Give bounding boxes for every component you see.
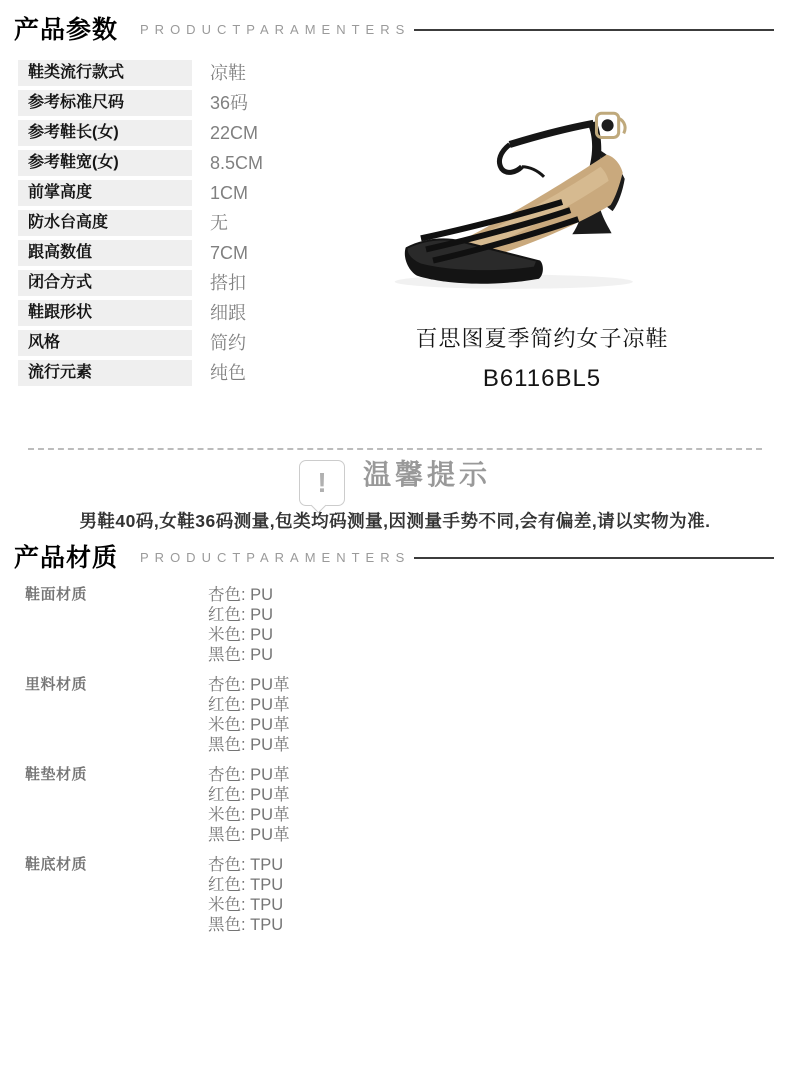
param-value: 22CM xyxy=(210,123,259,143)
param-label: 防水台高度 xyxy=(18,210,192,236)
params-section-header xyxy=(14,10,774,46)
material-values xyxy=(208,855,283,935)
notice-title: 温馨提示 xyxy=(362,459,491,490)
table-row xyxy=(18,240,364,266)
table-row xyxy=(18,300,364,326)
table-row xyxy=(18,360,364,386)
param-value: 纯色 xyxy=(210,363,246,383)
table-row xyxy=(18,270,364,296)
exclamation-glyph: ! xyxy=(317,467,327,498)
material-line: 杏色: PU革 xyxy=(208,676,290,694)
param-label: 鞋跟形状 xyxy=(18,300,192,326)
param-value: 无 xyxy=(210,213,228,233)
material-line: 红色: PU革 xyxy=(208,786,290,804)
notice-header xyxy=(0,456,790,506)
table-row xyxy=(18,210,364,236)
material-line: 米色: TPU xyxy=(208,896,284,914)
material-line: 黑色: PU xyxy=(208,646,274,664)
material-values xyxy=(208,585,273,665)
table-row xyxy=(18,330,364,356)
param-label: 跟高数值 xyxy=(18,240,192,266)
param-label: 前掌高度 xyxy=(18,180,192,206)
material-line: 黑色: PU革 xyxy=(208,826,290,844)
param-label: 鞋类流行款式 xyxy=(18,60,192,86)
param-value: 1CM xyxy=(210,183,249,203)
notice-text: 男鞋40码,女鞋36码测量,包类均码测量,因测量手势不同,会有偏差,请以实物为准. xyxy=(79,511,711,531)
material-line: 米色: PU革 xyxy=(208,716,290,734)
material-group xyxy=(25,585,290,665)
material-label: 鞋面材质 xyxy=(25,586,88,603)
exclamation-bubble-icon xyxy=(299,460,345,506)
material-line: 红色: PU革 xyxy=(208,696,290,714)
material-line: 红色: PU xyxy=(208,606,274,624)
table-row xyxy=(18,180,364,206)
param-value: 简约 xyxy=(210,333,246,353)
material-line: 杏色: TPU xyxy=(208,856,284,874)
product-model-code: B6116BL5 xyxy=(482,365,602,392)
material-group xyxy=(25,765,290,845)
material-line: 黑色: TPU xyxy=(208,916,284,934)
param-label: 参考鞋长(女) xyxy=(18,120,192,146)
param-label: 风格 xyxy=(18,330,192,356)
materials-section-header xyxy=(14,538,774,574)
param-value: 7CM xyxy=(210,243,249,263)
product-caption: 百思图夏季简约女子凉鞋 xyxy=(415,326,669,351)
header-rule-line xyxy=(414,557,774,559)
material-line: 杏色: PU xyxy=(208,586,274,604)
param-value: 搭扣 xyxy=(210,273,246,293)
materials-section-title: 产品材质 xyxy=(14,544,119,572)
material-line: 杏色: PU革 xyxy=(208,766,290,784)
header-rule-line xyxy=(414,29,774,31)
material-label: 鞋底材质 xyxy=(25,856,88,873)
table-row xyxy=(18,150,364,176)
material-line: 黑色: PU革 xyxy=(208,736,290,754)
param-label: 闭合方式 xyxy=(18,270,192,296)
param-label: 流行元素 xyxy=(18,360,192,386)
material-line: 米色: PU xyxy=(208,626,274,644)
material-group xyxy=(25,675,290,755)
materials-section-subtitle: PRODUCTPARAMENTERS xyxy=(140,550,411,565)
parameters-table xyxy=(18,60,364,390)
table-row xyxy=(18,90,364,116)
material-values xyxy=(208,675,290,755)
dashed-divider xyxy=(28,448,762,450)
materials-table xyxy=(25,585,290,945)
product-figure xyxy=(366,86,718,393)
material-label: 里料材质 xyxy=(25,676,88,693)
sandal-product-image xyxy=(372,86,712,314)
param-value: 细跟 xyxy=(210,303,246,323)
param-value: 凉鞋 xyxy=(210,63,246,83)
table-row xyxy=(18,60,364,86)
param-label: 参考标准尺码 xyxy=(18,90,192,116)
table-row xyxy=(18,120,364,146)
param-value: 8.5CM xyxy=(210,153,264,173)
param-value: 36码 xyxy=(210,93,249,113)
material-label: 鞋垫材质 xyxy=(25,766,88,783)
params-section-title: 产品参数 xyxy=(14,16,119,44)
material-line: 米色: PU革 xyxy=(208,806,290,824)
material-line: 红色: TPU xyxy=(208,876,284,894)
param-label: 参考鞋宽(女) xyxy=(18,150,192,176)
params-section-subtitle: PRODUCTPARAMENTERS xyxy=(140,22,411,37)
material-values xyxy=(208,765,290,845)
material-group xyxy=(25,855,290,935)
